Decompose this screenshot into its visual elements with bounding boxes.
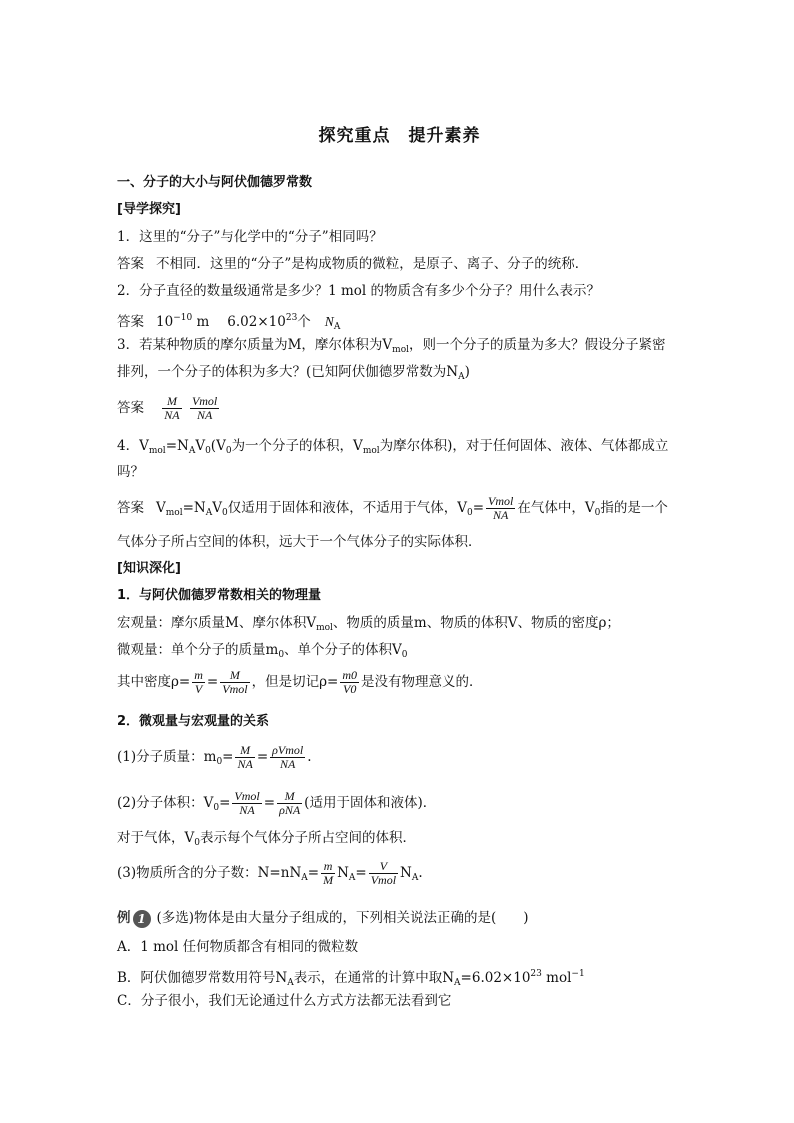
relation-count: (3)物质所含的分子数：$N=nN_A=$ $\frac{m}{M}$ $N_A=$ $\frac{V}{\text{Vmol}}$ $N_A$.: [117, 859, 423, 887]
answer-2: 答案 $10^{-10}$ m $6.02\times 10^{23}$个 $N_A$: [117, 313, 341, 332]
knowledge-label: [知识深化]: [117, 561, 181, 576]
option-a: A．1 mol 任何物质都含有相同的微粒数: [117, 939, 359, 955]
guide-label: [导学探究]: [117, 202, 181, 217]
answer-3: 答案 $\frac{M}{NA}$ $\frac{\text{Vmol}}{NA}$: [117, 394, 218, 422]
question-2: 2．分子直径的数量级通常是多少？1 mol 的物质含有多少个分子？用什么表示？: [117, 283, 601, 299]
question-4-cont: 吗？: [117, 464, 144, 480]
example-1: [117, 908, 682, 928]
question-4: 4．$V_{mol}=N_AV_0(V_0$为一个分子的体积，$V_{mol}$为摩尔体积)，对于任何固体、液体、气体都成立: [117, 438, 669, 456]
question-3-cont: 排列，一个分子的体积为多大？(已知阿伏伽德罗常数为$N_A$): [117, 364, 470, 382]
answer-text: 不相同．这里的“分子”是构成物质的微粒，是原子、离子、分子的统称．: [156, 256, 589, 272]
fraction-vmol-na: $\frac{\text{Vmol}}{NA}$: [191, 394, 218, 422]
example-label: 例: [117, 910, 131, 926]
option-b: B．阿伏伽德罗常数用符号$N_A$表示，在通常的计算中取$N_A=6.02\times 10^{23}$ mol$^{-1}$: [117, 969, 585, 988]
answer-1: [117, 254, 682, 274]
question-1: 1．这里的“分子”与化学中的“分子”相同吗？: [117, 229, 383, 245]
answer-label: 答案: [117, 256, 144, 272]
title-part-b: 提升素养: [408, 126, 481, 146]
page-title: [117, 121, 682, 146]
option-c: C．分子很小，我们无论通过什么方式方法都无法看到它: [117, 993, 452, 1009]
example-question: (多选)物体是由大量分子组成的，下列相关说法正确的是( ): [156, 910, 529, 926]
title-part-a: 探究重点: [318, 126, 391, 146]
gas-note: 对于气体，$V_0$表示每个气体分子所占空间的体积．: [117, 830, 416, 848]
answer-4: 答案 $V_{mol}=N_AV_0$仅适用于固体和液体，不适用于气体，$V_0=$ $\frac{\text{Vmol}}{NA}$ 在气体中，$V_0$指的是一个: [117, 494, 668, 522]
macro-quantities: 宏观量：摩尔质量M、摩尔体积$V_{mol}$、物质的质量m、物质的体积V、物质的密度ρ；: [117, 615, 620, 633]
density-formula: 其中密度ρ= $\frac{m}{V}$ = $\frac{M}{\text{Vmol}}$ ，但是切记ρ= $\frac{m0}{V0}$ 是没有物理意义的．: [117, 668, 483, 696]
answer-4-cont: 气体分子所占空间的体积，远大于一个气体分子的实际体积．: [117, 534, 482, 550]
knowledge-item-1: 1．与阿伏伽德罗常数相关的物理量: [117, 588, 322, 603]
relation-mass: (1)分子质量：$m_0=$ $\frac{M}{NA}$ = $\frac{\text{ρVmol}}{NA}$ .: [117, 743, 312, 771]
relation-volume: (2)分子体积：$V_0=$ $\frac{\text{Vmol}}{NA}$ = $\frac{M}{\text{ρNA}}$ (适用于固体和液体)．: [117, 789, 437, 817]
example-number-badge: 1: [133, 910, 151, 928]
knowledge-item-2: 2．微观量与宏观量的关系: [117, 714, 270, 729]
fraction-m-na: $\frac{M}{NA}$: [164, 394, 180, 422]
section-heading: 一、分子的大小与阿伏伽德罗常数: [117, 175, 313, 190]
question-3: 3．若某种物质的摩尔质量为M，摩尔体积为$V_{mol}$，则一个分子的质量为多大？假设分子紧密: [117, 337, 666, 355]
micro-quantities: 微观量：单个分子的质量$m_0$、单个分子的体积$V_0$: [117, 642, 408, 660]
fraction-vmol-na-2: $\frac{\text{Vmol}}{NA}$: [488, 494, 514, 522]
